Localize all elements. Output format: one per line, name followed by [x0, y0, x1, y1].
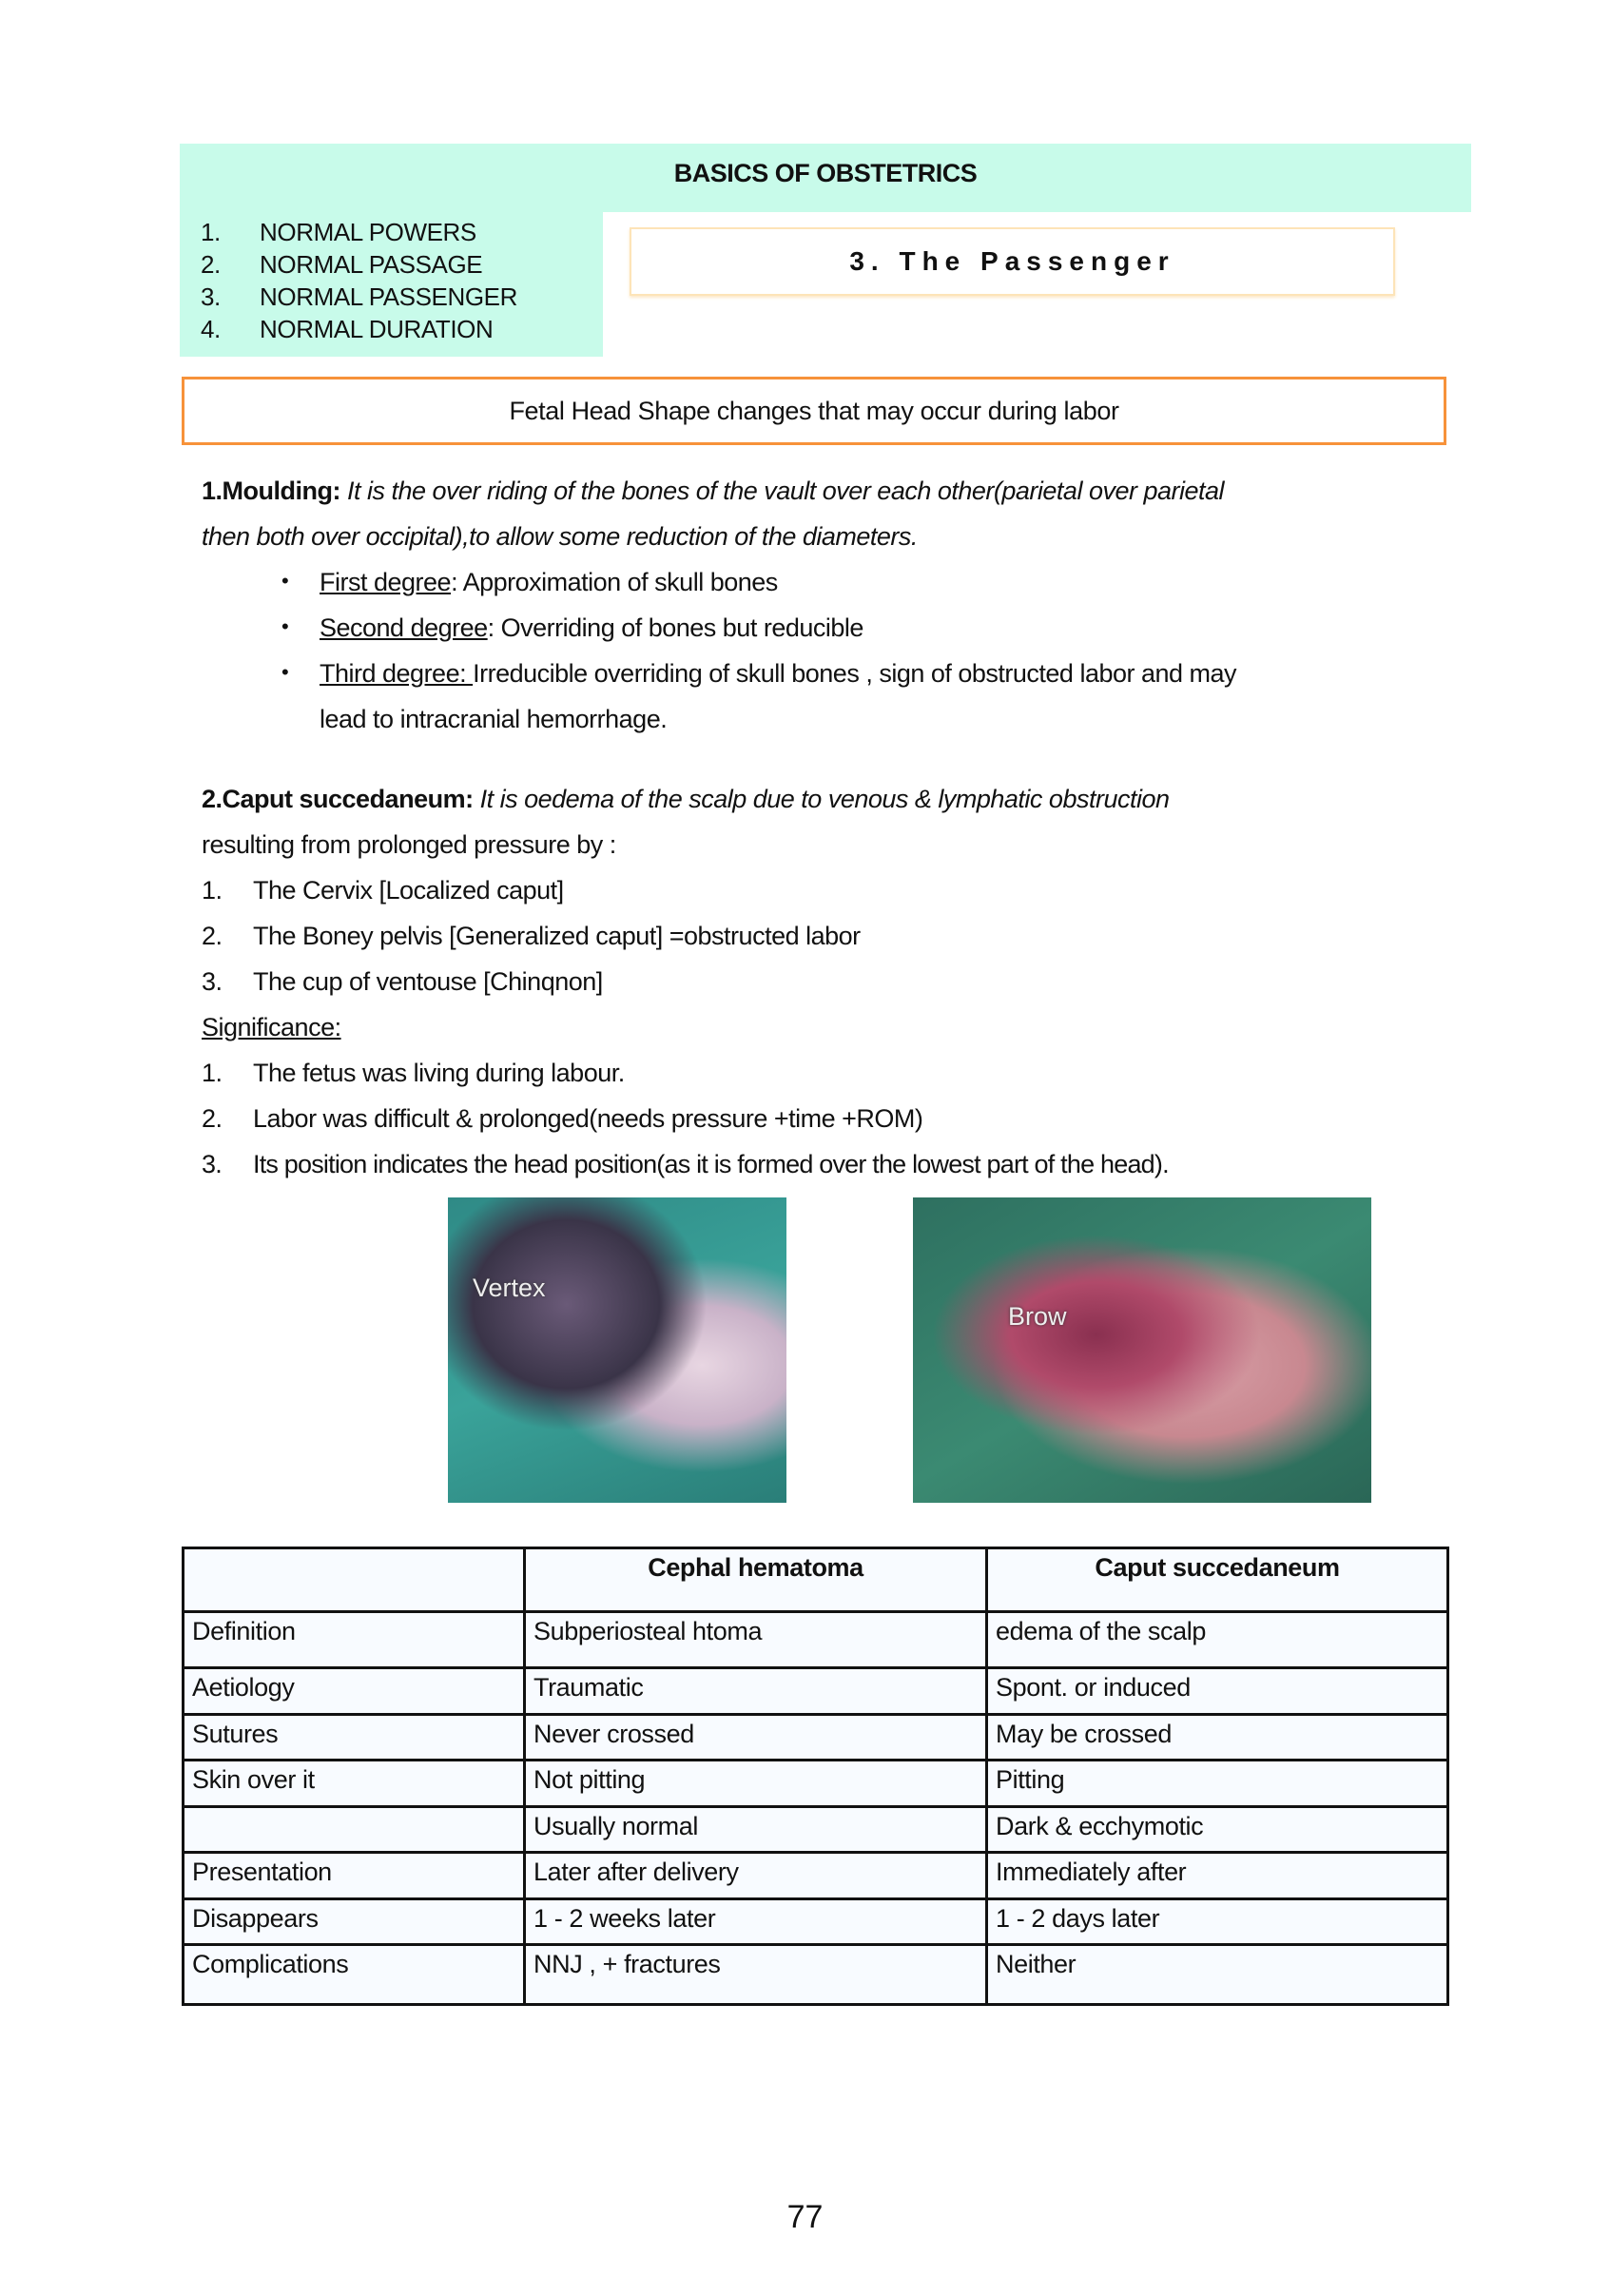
header-title: BASICS OF OBSTETRICS: [673, 159, 978, 187]
table-cell: Presentation: [184, 1853, 525, 1899]
caput-def-cont: resulting from prolonged pressure by :: [202, 830, 616, 859]
degree-label: Second degree: [320, 613, 488, 642]
table-row: [184, 1853, 1448, 1899]
table-row: [184, 1668, 1448, 1715]
degree-text: : Approximation of skull bones: [451, 568, 778, 596]
page-number: 77: [786, 2199, 824, 2235]
bullet-icon: •: [281, 660, 289, 684]
chapter-label: NORMAL PASSENGER: [260, 282, 517, 311]
moulding-heading: 1.Moulding:: [202, 477, 340, 505]
table-cell: NNJ , + fractures: [525, 1945, 987, 2005]
table-cell: 1 - 2 weeks later: [525, 1899, 987, 1945]
chapter-label: NORMAL DURATION: [260, 315, 494, 343]
item-num: 2.: [202, 922, 223, 950]
table-cell: Not pitting: [525, 1761, 987, 1807]
table-header: Caput succedaneum: [987, 1548, 1448, 1612]
item-num: 3.: [202, 1150, 222, 1178]
table-row: [184, 1945, 1448, 2005]
significance-item: [202, 1056, 625, 1090]
moulding-def-cont: then both over occipital),to allow some reduction of the diameters.: [202, 522, 918, 551]
table-header: Cephal hematoma: [525, 1548, 987, 1612]
chapter-item: [201, 250, 482, 280]
item-num: 3.: [202, 967, 223, 996]
bullet-icon: •: [281, 569, 289, 593]
bullet-icon: •: [281, 614, 289, 638]
item-num: 1.: [202, 876, 223, 905]
chapter-num: 1.: [201, 218, 221, 246]
chapter-label: NORMAL POWERS: [260, 218, 476, 246]
chapter-item: [201, 218, 476, 247]
significance-item: [202, 1147, 1169, 1181]
table-cell: Pitting: [987, 1761, 1448, 1807]
moulding-def-text: It is the over riding of the bones of the vault over each other(parietal over parietal: [339, 477, 1225, 505]
table-cell: Usually normal: [525, 1807, 987, 1853]
table-cell: May be crossed: [987, 1715, 1448, 1761]
table-header: [184, 1548, 525, 1612]
caput-def-text: It is oedema of the scalp due to venous & lymphatic obstruction: [473, 785, 1170, 813]
table-cell: [184, 1807, 525, 1853]
table-cell: Subperiosteal htoma: [525, 1612, 987, 1668]
cause-item: [202, 919, 861, 953]
cause-item: [202, 964, 603, 999]
photo-label: Vertex: [473, 1274, 546, 1302]
photo-label: Brow: [1008, 1302, 1067, 1331]
table-cell: Aetiology: [184, 1668, 525, 1715]
caput-definition: [202, 782, 1170, 816]
table-cell: Skin over it: [184, 1761, 525, 1807]
table-row: [184, 1899, 1448, 1945]
item-text: The Cervix [Localized caput]: [253, 876, 564, 905]
item-text: Its position indicates the head position(as it is formed over the lowest part of the head).: [253, 1150, 1169, 1178]
table-row: [184, 1715, 1448, 1761]
degree-label: First degree: [320, 568, 452, 596]
cause-item: [202, 873, 564, 907]
section-title-box: 3. The Passenger: [630, 227, 1395, 296]
table-cell: Immediately after: [987, 1853, 1448, 1899]
table-cell: Definition: [184, 1612, 525, 1668]
table-row: [184, 1612, 1448, 1668]
vertex-photo: [448, 1197, 786, 1503]
chapter-num: 2.: [201, 250, 221, 279]
table-cell: Spont. or induced: [987, 1668, 1448, 1715]
chapter-num: 3.: [201, 282, 221, 311]
item-num: 1.: [202, 1059, 223, 1087]
item-text: The Boney pelvis [Generalized caput] =obstructed labor: [253, 922, 861, 950]
table-cell: Dark & ecchymotic: [987, 1807, 1448, 1853]
table-cell: Complications: [184, 1945, 525, 2005]
table-cell: Later after delivery: [525, 1853, 987, 1899]
chapter-num: 4.: [201, 315, 221, 343]
topic-box: Fetal Head Shape changes that may occur during labor: [182, 377, 1446, 445]
item-text: The cup of ventouse [Chinqnon]: [253, 967, 603, 996]
chapter-item: [201, 282, 517, 312]
table-cell: Neither: [987, 1945, 1448, 2005]
table-cell: Disappears: [184, 1899, 525, 1945]
chapter-label: NORMAL PASSAGE: [260, 250, 483, 279]
table-row: [184, 1807, 1448, 1853]
comparison-table: [182, 1547, 1449, 2006]
table-cell: Never crossed: [525, 1715, 987, 1761]
degree-item: [320, 656, 1236, 691]
item-text: The fetus was living during labour.: [253, 1059, 625, 1087]
table-cell: edema of the scalp: [987, 1612, 1448, 1668]
caput-heading: 2.Caput succedaneum:: [202, 785, 474, 813]
chapter-list: [180, 212, 603, 357]
degree-item: [320, 611, 863, 645]
degree-text-cont: lead to intracranial hemorrhage.: [320, 705, 668, 733]
degree-item: [320, 565, 778, 599]
degree-text: Irreducible overriding of skull bones , sign of obstructed labor and may: [473, 659, 1237, 688]
significance-item: [202, 1101, 922, 1136]
table-cell: Sutures: [184, 1715, 525, 1761]
chapter-item: [201, 315, 493, 344]
item-text: Labor was difficult & prolonged(needs pressure +time +ROM): [253, 1104, 923, 1133]
moulding-definition: [202, 474, 1224, 508]
degree-label: Third degree:: [320, 659, 474, 688]
table-header-row: [184, 1548, 1448, 1612]
table-cell: Traumatic: [525, 1668, 987, 1715]
item-num: 2.: [202, 1104, 223, 1133]
table-cell: 1 - 2 days later: [987, 1899, 1448, 1945]
degree-text: : Overriding of bones but reducible: [487, 613, 863, 642]
brow-photo: [913, 1197, 1371, 1503]
significance-label: Significance:: [202, 1013, 341, 1041]
table-row: [184, 1761, 1448, 1807]
